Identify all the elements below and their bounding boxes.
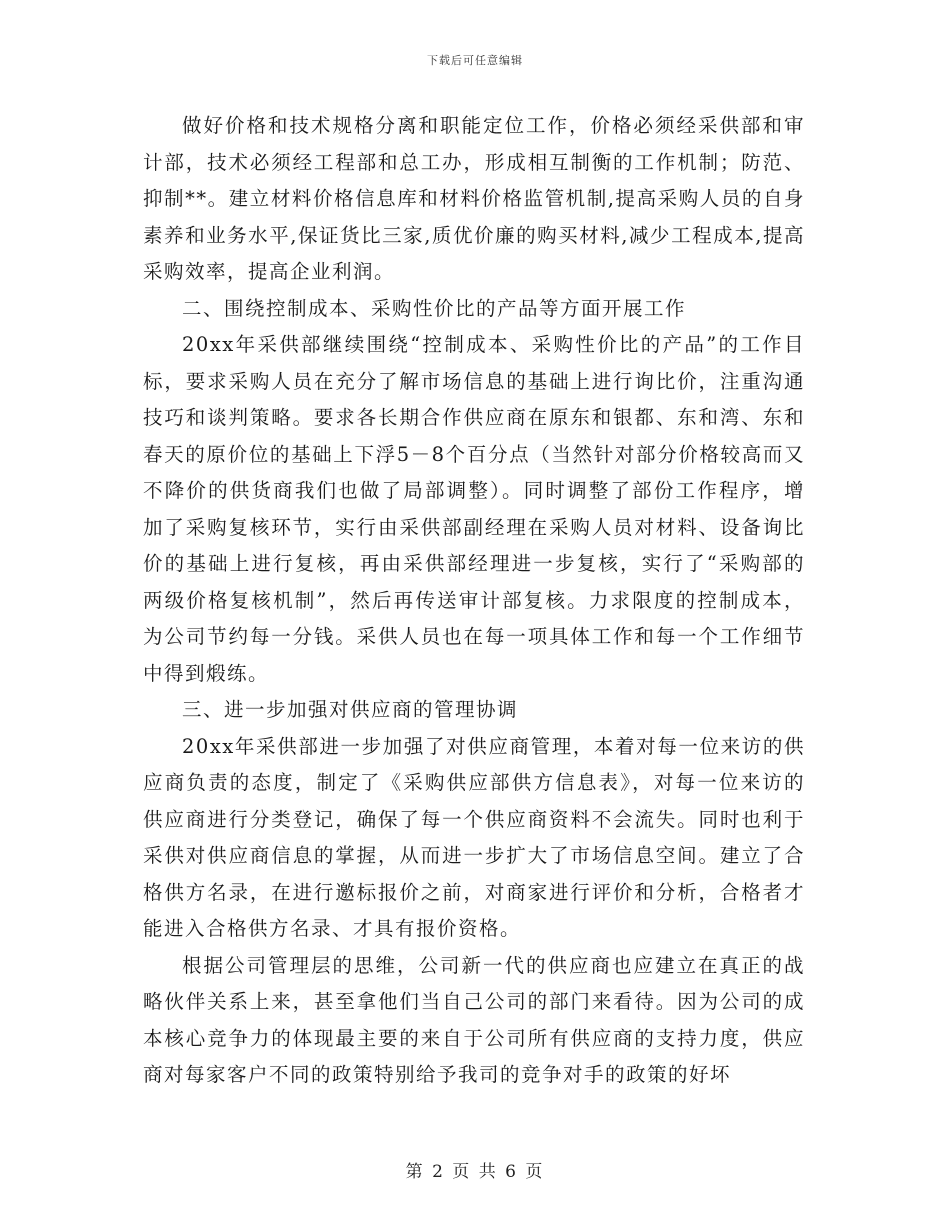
page-header: 下载后可任意编辑 <box>427 54 523 67</box>
section-heading-cost-control: 二、围绕控制成本、采购性价比的产品等方面开展工作 <box>182 296 687 320</box>
paragraph-cost-control: 20xx年采供部继续围绕“控制成本、采购性价比的产品”的工作目标，要求采购人员在充分了解市场信息的基础上进行询比价，注重沟通技巧和谈判策略。要求各长期合作供应商在原东和银都、东和湾、东和春天的原价位的基础上下浮5－8个百分点（当然针对部分价格较高而又不降价的供货商我们也做了局部调整）。同时调整了部份工作程序，增加了采购复核环节，实行由采供部副经理在采购人员对材料、设备询比价的基础上进行复核，再由采供部经理进一步复核，实行了“采购部的两级价格复核机制”，然后再传送审计部复核。力求限度的控制成本，为公司节约每一分钱。采供人员也在每一项具体工作和每一个工作细节中得到煅练。 <box>143 333 805 685</box>
section-heading-supplier-management: 三、进一步加强对供应商的管理协调 <box>182 698 519 721</box>
document-body <box>143 108 805 1094</box>
paragraph-price-separation: 做好价格和技术规格分离和职能定位工作，价格必须经采供部和审计部，技术必须经工程部和总工办，形成相互制衡的工作机制；防范、抑制**。建立材料价格信息库和材料价格监管机制,提高采购人员的自身素养和业务水平,保证货比三家,质优价廉的购买材料,减少工程成本,提高采购效率，提高企业利润。 <box>143 114 805 283</box>
paragraph-supplier-management: 20xx年采供部进一步加强了对供应商管理，本着对每一位来访的供应商负责的态度，制定了《采购供应部供方信息表》，对每一位来访的供应商进行分类登记，确保了每一个供应商资料不会流失。同时也利于采供对供应商信息的掌握，从而进一步扩大了市场信息空间。建立了合格供方名录，在进行邀标报价之前，对商家进行评价和分析，合格者才能进入合格供方名录、才具有报价资格。 <box>143 734 805 940</box>
paragraph-strategic-partnership: 根据公司管理层的思维，公司新一代的供应商也应建立在真正的战略伙伴关系上来，甚至拿他们当自己公司的部门来看待。因为公司的成本核心竞争力的体现最主要的来自于公司所有供应商的支持力度，供应商对每家客户不同的政策特别给予我司的竞争对手的政策的好坏 <box>143 953 805 1086</box>
page-footer: 第 2 页 共 6 页 <box>405 1162 545 1182</box>
